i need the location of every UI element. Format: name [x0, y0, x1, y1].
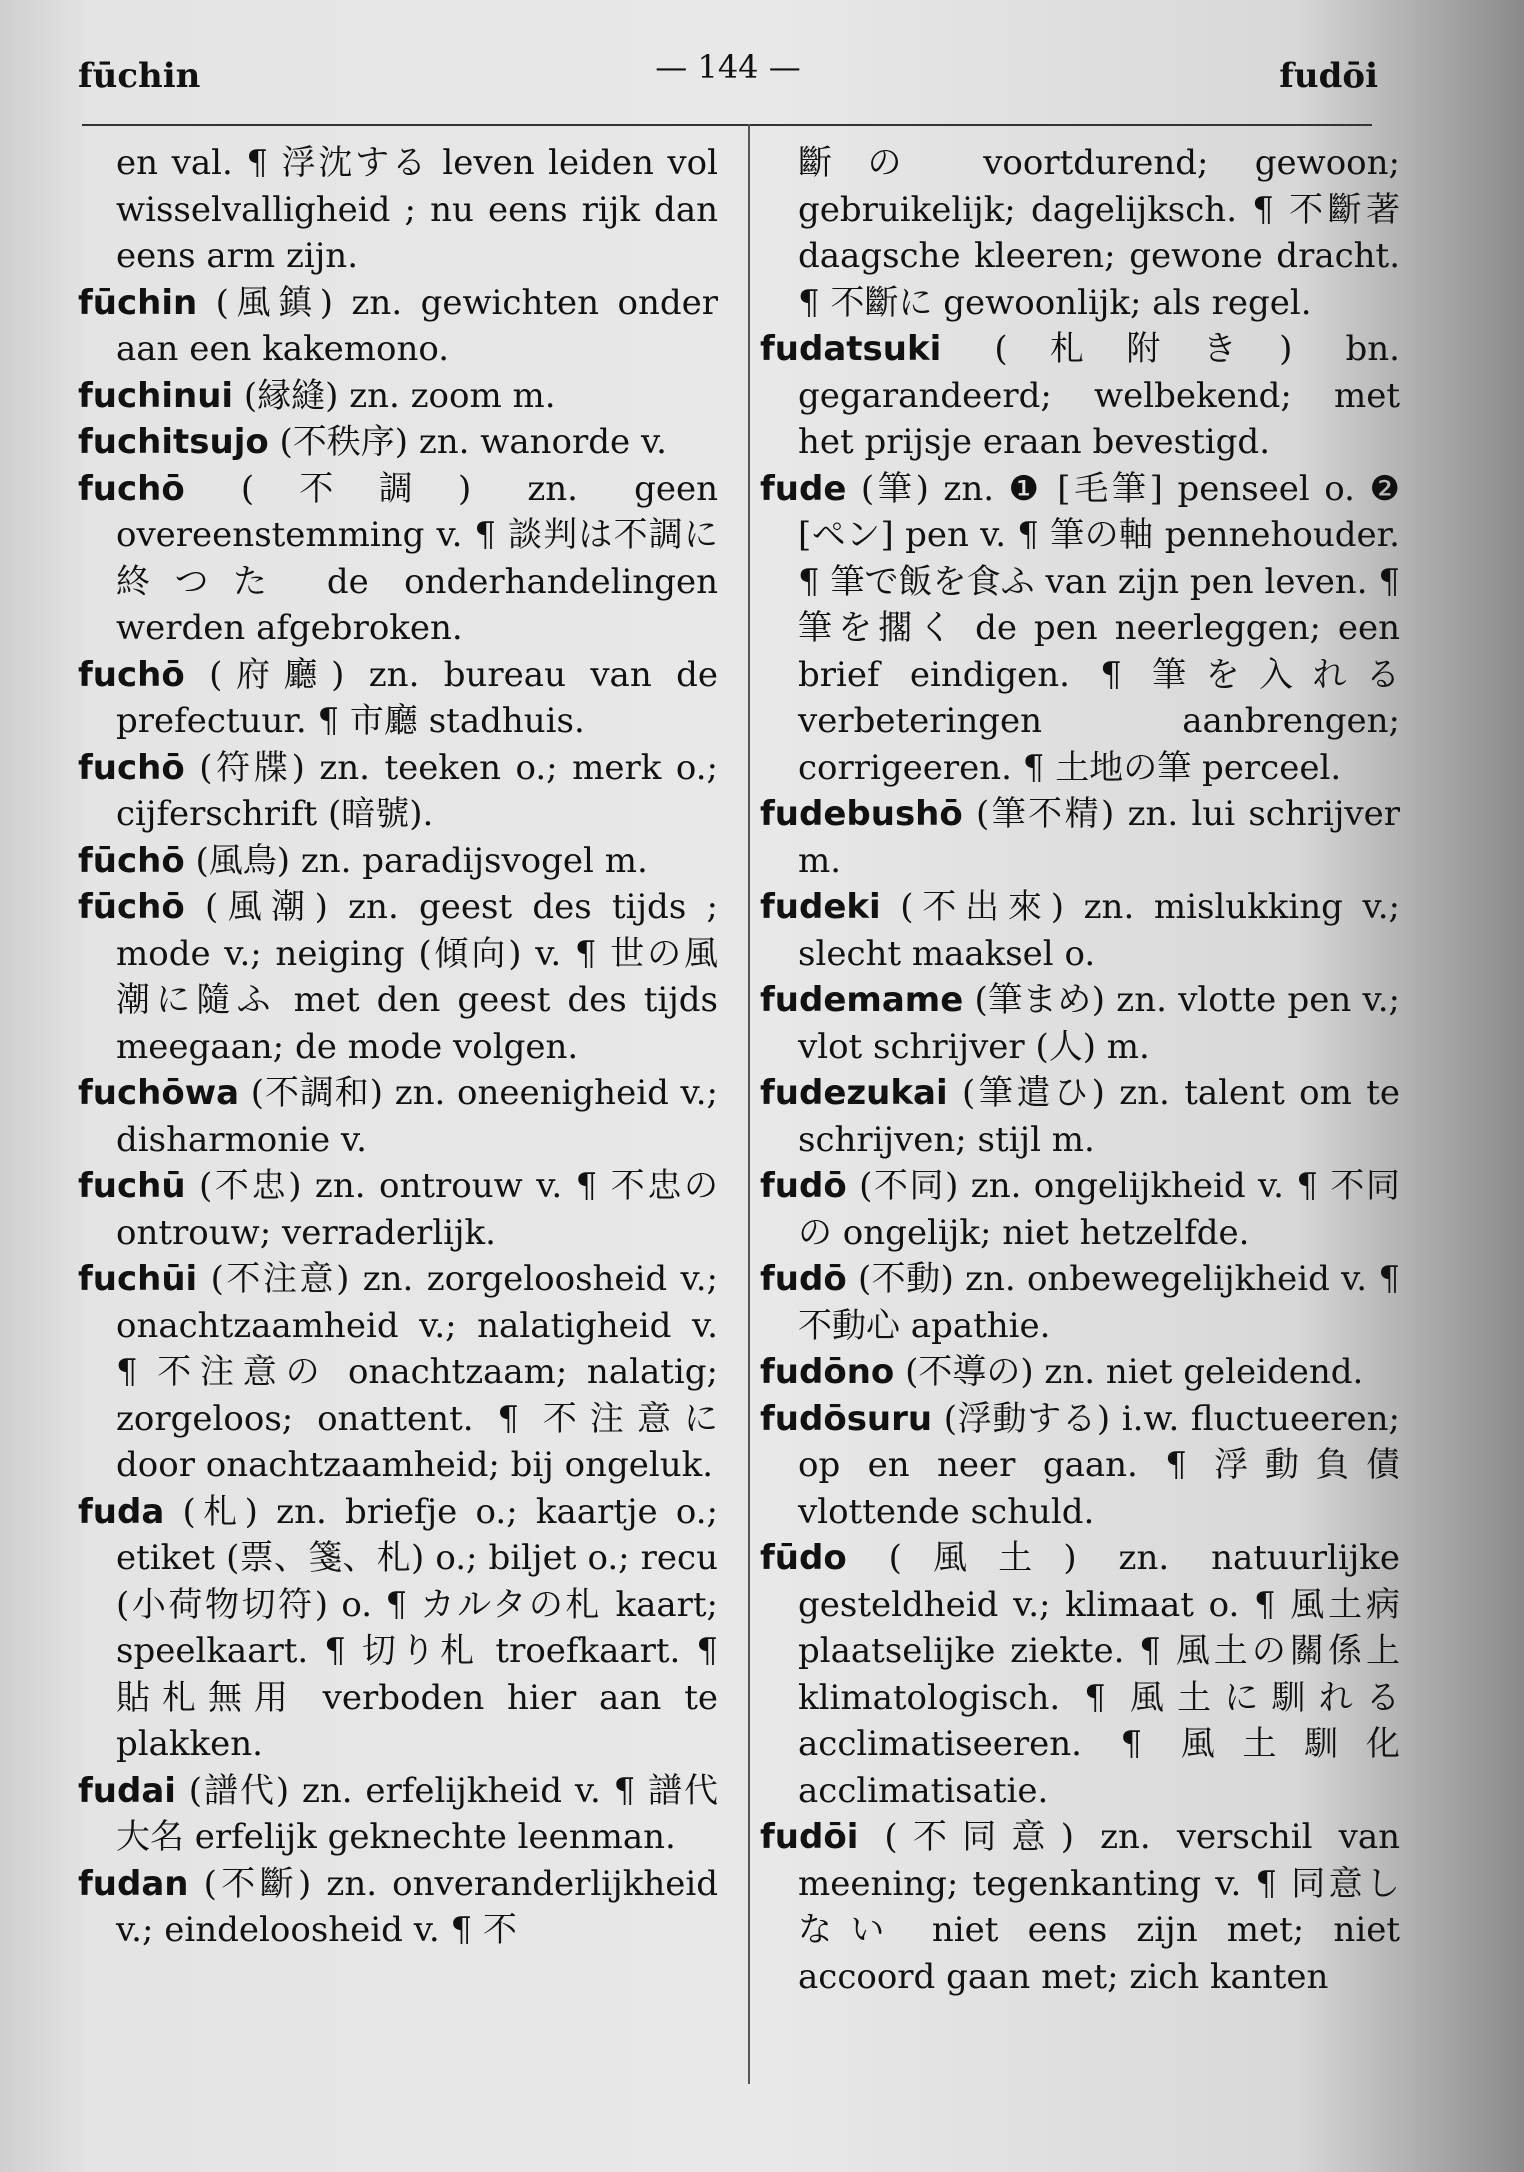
dictionary-entry [760, 1396, 1400, 1536]
dictionary-entry [78, 1489, 718, 1768]
entry-definition: (不同) zn. ongelijkheid v. ¶ 不同の ongelijk; niet hetzelfde. [798, 1166, 1400, 1253]
left-column [78, 140, 718, 1954]
entry-definition: (不導の) zn. niet geleidend. [894, 1352, 1364, 1392]
entry-headword: fudeki [760, 887, 881, 927]
entry-headword: fūchō [78, 887, 185, 927]
entry-headword: fude [760, 468, 847, 509]
entry-definition: (不注意) zn. zorgeloosheid v.; onachtzaamheid v.; nalatigheid v. ¶ 不注意の onachtzaam; nalatig; zorgeloos; onattent. ¶ 不注意に door onachtzaamheid; bij ongeluk. [116, 1259, 718, 1485]
entry-headword: fudemame [760, 980, 964, 1020]
dictionary-entry [78, 884, 718, 1070]
entry-definition: (風土) zn. natuurlijke gesteldheid v.; klimaat o. ¶ 風土病 plaatselijke ziekte. ¶ 風土の關係上 klimatologisch. ¶ 風土に馴れる acclimatiseeren. ¶ 風土馴化 acclimatisatie. [798, 1538, 1400, 1811]
entry-definition: (風鎮) zn. gewichten onder aan een kakemono. [116, 282, 718, 369]
entry-headword: fudōno [760, 1352, 895, 1392]
dictionary-entry [760, 1814, 1400, 2000]
entry-definition: (浮動する) i.w. fluctueeren; op en neer gaan. ¶ 浮動負債 vlottende schuld. [798, 1398, 1400, 1532]
dictionary-entry [760, 1163, 1400, 1256]
entry-headword: fūchin [78, 282, 198, 323]
dictionary-entry [760, 1535, 1400, 1814]
dictionary-entry [78, 1768, 718, 1861]
dictionary-entry [760, 326, 1400, 466]
entry-definition: (符牒) zn. teeken o.; merk o.; cijferschrift (暗號). [116, 747, 718, 834]
entry-headword: fudōsuru [760, 1398, 933, 1439]
left-running-headword: fūchin [78, 56, 201, 96]
entry-definition: (不調和) zn. oneenigheid v.; disharmonie v. [116, 1073, 718, 1160]
dictionary-entry [760, 977, 1400, 1070]
entry-definition: (不斷) zn. onveranderlijkheid v.; eindeloosheid v. ¶ 不 [116, 1863, 718, 1950]
entry-headword: fudatsuki [760, 329, 942, 369]
entry-definition: (不同意) zn. verschil van meening; tegenkanting v. ¶ 同意しない niet eens zijn met; niet accoord gaan met; zich kanten [798, 1817, 1400, 1997]
entry-headword: fuchūi [78, 1259, 198, 1299]
entry-headword: fuchō [78, 468, 185, 509]
page-number: — 144 — [655, 48, 801, 86]
dictionary-entry [78, 1256, 718, 1489]
entry-definition: (不出來) zn. mislukking v.; slecht maaksel o. [798, 887, 1400, 974]
entry-definition: (筆不精) zn. lui schrijver m. [798, 794, 1400, 881]
entry-headword: fudebushō [760, 794, 963, 834]
entry-headword: fuchitsujo [78, 422, 269, 462]
dictionary-entry [78, 1163, 718, 1256]
dictionary-entry [78, 838, 718, 885]
page-header [78, 48, 1378, 108]
entry-definition: (不忠) zn. ontrouw v. ¶ 不忠の ontrouw; verraderlijk. [116, 1166, 718, 1253]
entry-definition: (札附き) bn. gegarandeerd; welbekend; met het prijsje eraan bevestigd. [798, 329, 1400, 462]
dictionary-entry [760, 1349, 1400, 1396]
dictionary-entry [78, 140, 718, 280]
entry-definition: (不秩序) zn. wanorde v. [268, 422, 667, 462]
entry-definition: en val. ¶ 浮沈する leven leiden vol wisselvalligheid ; nu eens rijk dan eens arm zijn. [116, 143, 718, 276]
entry-headword: fūchō [78, 840, 185, 881]
entry-headword: fūdo [760, 1538, 847, 1578]
dictionary-entry [760, 1256, 1400, 1349]
entry-headword: fudan [78, 1863, 189, 1904]
entry-definition: (筆まめ) zn. vlotte pen v.; vlot schrijver (人) m. [798, 980, 1400, 1067]
entry-definition: (譜代) zn. erfelijkheid v. ¶ 譜代大名 erfelijk geknechte leenman. [116, 1770, 718, 1857]
dictionary-entry [78, 373, 718, 420]
column-divider [748, 124, 750, 2084]
entry-headword: fuchinui [78, 375, 234, 416]
entry-headword: fuda [78, 1491, 165, 1532]
entry-headword: fudai [78, 1770, 176, 1811]
dictionary-entry [78, 466, 718, 652]
entry-definition: (府廳) zn. bureau van de prefectuur. ¶ 市廳 stadhuis. [116, 654, 718, 741]
dictionary-entry [760, 791, 1400, 884]
entry-headword: fudō [760, 1166, 847, 1206]
entry-definition: (筆遣ひ) zn. talent om te schrijven; stijl m. [798, 1073, 1400, 1160]
dictionary-entry [760, 1070, 1400, 1163]
right-running-headword: fudōi [1279, 56, 1378, 96]
entry-definition: (不動) zn. onbewegelijkheid v. ¶ 不動心 apathie. [798, 1259, 1400, 1346]
entry-definition: (縁縫) zn. zoom m. [233, 375, 556, 416]
entry-headword: fudō [760, 1259, 847, 1299]
dictionary-entry [78, 1070, 718, 1163]
dictionary-entry [78, 652, 718, 745]
dictionary-entry [760, 466, 1400, 792]
entry-headword: fudōi [760, 1817, 859, 1857]
entry-definition: (札) zn. briefje o.; kaartje o.; etiket (票、箋、札) o.; biljet o.; recu (小荷物切符) o. ¶ カルタの札 kaart; speelkaart. ¶ 切り札 troefkaart. ¶ 貼札無用 verboden hier aan te plakken. [116, 1491, 718, 1764]
dictionary-entry [760, 140, 1400, 326]
entry-headword: fuchō [78, 747, 185, 788]
entry-headword: fuchō [78, 654, 185, 695]
entry-definition: 斷の voortdurend; gewoon; gebruikelijk; dagelijksch. ¶ 不斷著 daagsche kleeren; gewone dracht. ¶ 不斷に gewoonlijk; als regel. [798, 143, 1400, 323]
entry-headword: fudezukai [760, 1073, 948, 1113]
header-rule [82, 124, 1372, 126]
dictionary-entry [760, 884, 1400, 977]
dictionary-entry [78, 1861, 718, 1954]
entry-headword: fuchū [78, 1166, 186, 1206]
entry-definition: (筆) zn. ❶ [毛筆] penseel o. ❷ [ペン] pen v. ¶ 筆の軸 pennehouder. ¶ 筆で飯を食ふ van zijn pen leven. ¶ 筆を擱く de pen neerleggen; een brief eindigen. ¶ 筆を入れる verbeteringen aanbrengen; corrigeeren. ¶ 土地の筆 perceel. [798, 468, 1400, 788]
right-column [760, 140, 1400, 2000]
dictionary-entry [78, 280, 718, 373]
dictionary-entry [78, 419, 718, 466]
entry-headword: fuchōwa [78, 1073, 240, 1113]
entry-definition: (風潮) zn. geest des tijds ; mode v.; neiging (傾向) v. ¶ 世の風潮に隨ふ met den geest des tijds meegaan; de mode volgen. [116, 887, 718, 1067]
entry-definition: (不調) zn. geen overeenstemming v. ¶ 談判は不調に終つた de onderhandelingen werden afgebroken. [116, 468, 718, 648]
entry-definition: (風鳥) zn. paradijsvogel m. [184, 840, 648, 881]
dictionary-entry [78, 745, 718, 838]
